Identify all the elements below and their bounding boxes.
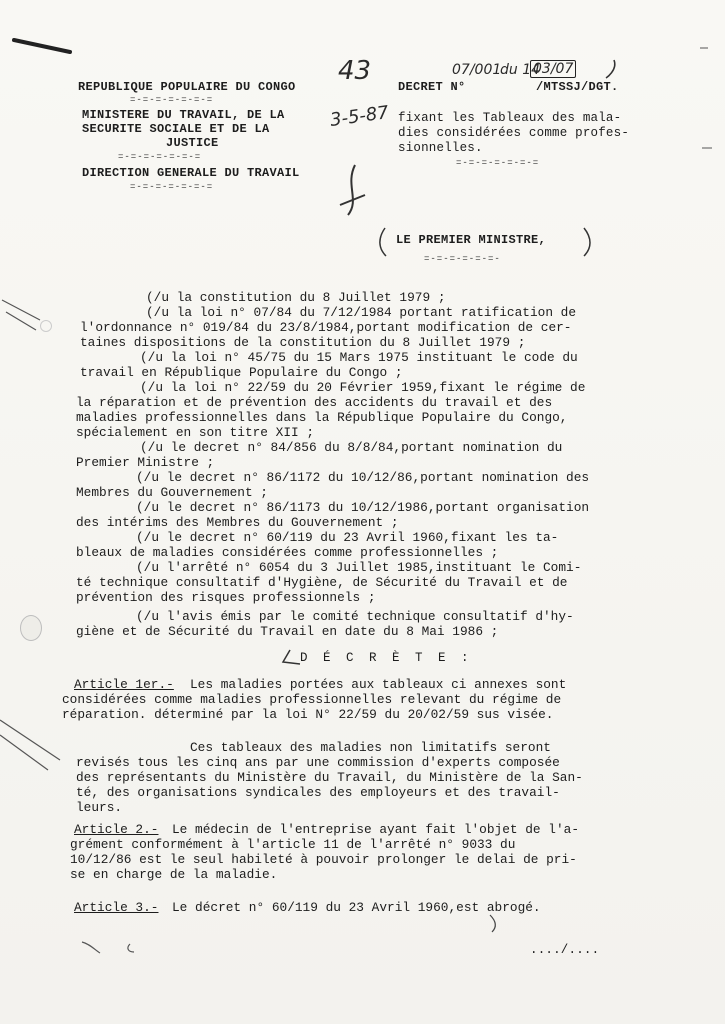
decret-date-box: 03/07 <box>530 60 576 78</box>
visa-line: des intérims des Membres du Gouvernement ; <box>76 515 399 530</box>
visa-line: (/u le decret n° 60/119 du 23 Avril 1960,fixant les ta- <box>136 530 559 545</box>
direction-separator: =-=-=-=-=-=-= <box>130 182 214 192</box>
visa-line: (/u le decret n° 84/856 du 8/8/84,portant nomination du <box>140 440 563 455</box>
ministry-line-2: SECURITE SOCIALE ET DE LA <box>82 122 270 136</box>
object-separator: =-=-=-=-=-=-= <box>456 158 540 168</box>
decrete-heading: D É C R È T E : <box>300 651 473 665</box>
visa-line: (/u la loi n° 45/75 du 15 Mars 1975 instituant le code du <box>140 350 578 365</box>
ministry-line-3: JUSTICE <box>166 136 219 150</box>
decret-suffix: /MTSSJ/DGT. <box>536 80 619 94</box>
visa-line: l'ordonnance n° 019/84 du 23/8/1984,portant modification de cer- <box>80 320 572 335</box>
article-1-line: réparation. déterminé par la loi N° 22/59 du 20/02/59 sus visée. <box>62 707 554 722</box>
article-2-line: Le médecin de l'entreprise ayant fait l'objet de l'a- <box>172 822 580 837</box>
article-1-para2-line: des représentants du Ministère du Travail, du Ministère de la San- <box>76 770 583 785</box>
handwritten-number: 43 <box>338 56 372 86</box>
article-1-label: Article 1er.- <box>74 677 174 692</box>
article-3-text: Le décret n° 60/119 du 23 Avril 1960,est abrogé. <box>172 900 541 915</box>
article-1-para2-line: leurs. <box>76 800 123 815</box>
visa-line: giène et de Sécurité du Travail en date du 8 Mai 1986 ; <box>76 624 499 639</box>
object-line-2: dies considérées comme profes- <box>398 126 630 140</box>
visa-line: té technique consultatif d'Hygiène, de Sécurité du Travail et de <box>76 575 568 590</box>
article-2-line: 10/12/86 est le seul habileté à pouvoir prolonger le delai de pri- <box>70 852 577 867</box>
article-1-para2-line: revisés tous les cinq ans par une commission d'experts composée <box>76 755 560 770</box>
visa-line: bleaux de maladies considérées comme professionnelles ; <box>76 545 499 560</box>
object-line-1: fixant les Tableaux des mala- <box>398 111 622 125</box>
visa-line: Premier Ministre ; <box>76 455 215 470</box>
visa-line: (/u la loi n° 07/84 du 7/12/1984 portant ratification de <box>146 305 577 320</box>
article-1-line: considérées comme maladies professionnelles relevant du régime de <box>62 692 562 707</box>
visa-line: (/u l'avis émis par le comité technique consultatif d'hy- <box>136 609 574 624</box>
direction-title: DIRECTION GENERALE DU TRAVAIL <box>82 166 300 180</box>
header-separator: =-=-=-=-=-=-= <box>130 95 214 105</box>
visa-line: travail en République Populaire du Congo ; <box>80 365 403 380</box>
visa-line: (/u le decret n° 86/1173 du 10/12/1986,portant organisation <box>136 500 590 515</box>
visa-line: Membres du Gouvernement ; <box>76 485 268 500</box>
signatory-separator: =-=-=-=-=-=- <box>424 254 501 264</box>
article-2-label: Article 2.- <box>74 822 159 837</box>
article-1-para2-line: Ces tableaux des maladies non limitatifs seront <box>190 740 551 755</box>
visa-line: (/u la loi n° 22/59 du 20 Février 1959,fixant le régime de <box>140 380 586 395</box>
article-1-line: Les maladies portées aux tableaux ci annexes sont <box>190 677 567 692</box>
visa-line: (/u le decret n° 86/1172 du 10/12/86,portant nomination des <box>136 470 590 485</box>
visa-line: la réparation et de prévention des accidents du travail et des <box>76 395 553 410</box>
continuation-mark: ..../.... <box>530 943 600 957</box>
ministry-separator: =-=-=-=-=-=-= <box>118 152 202 162</box>
handwritten-date: 3-5-87 <box>328 102 390 131</box>
visa-line: (/u l'arrêté n° 6054 du 3 Juillet 1985,instituant le Comi- <box>136 560 582 575</box>
object-line-3: sionnelles. <box>398 141 483 155</box>
visa-line: prévention des risques professionnels ; <box>76 590 376 605</box>
visa-line: (/u la constitution du 8 Juillet 1979 ; <box>146 290 446 305</box>
decret-date-prefix: du 14 <box>500 62 541 78</box>
article-1-para2-line: té, des organisations syndicales des employeurs et des travail- <box>76 785 560 800</box>
visa-line: maladies professionnelles dans la République Populaire du Congo, <box>76 410 568 425</box>
republic-title: REPUBLIQUE POPULAIRE DU CONGO <box>78 80 296 94</box>
ministry-line-1: MINISTERE DU TRAVAIL, DE LA <box>82 108 285 122</box>
article-2-line: grément conformément à l'article 11 de l'arrêté n° 9033 du <box>70 837 516 852</box>
article-3-label: Article 3.- <box>74 900 159 915</box>
decret-label: DECRET N° <box>398 80 466 94</box>
visa-line: spécialement en son titre XII ; <box>76 425 315 440</box>
signatory-title: LE PREMIER MINISTRE, <box>396 233 547 247</box>
article-2-line: se en charge de la maladie. <box>70 867 278 882</box>
decret-handwritten-number: 07/001 <box>452 62 502 78</box>
visa-line: taines dispositions de la constitution du 8 Juillet 1979 ; <box>80 335 526 350</box>
